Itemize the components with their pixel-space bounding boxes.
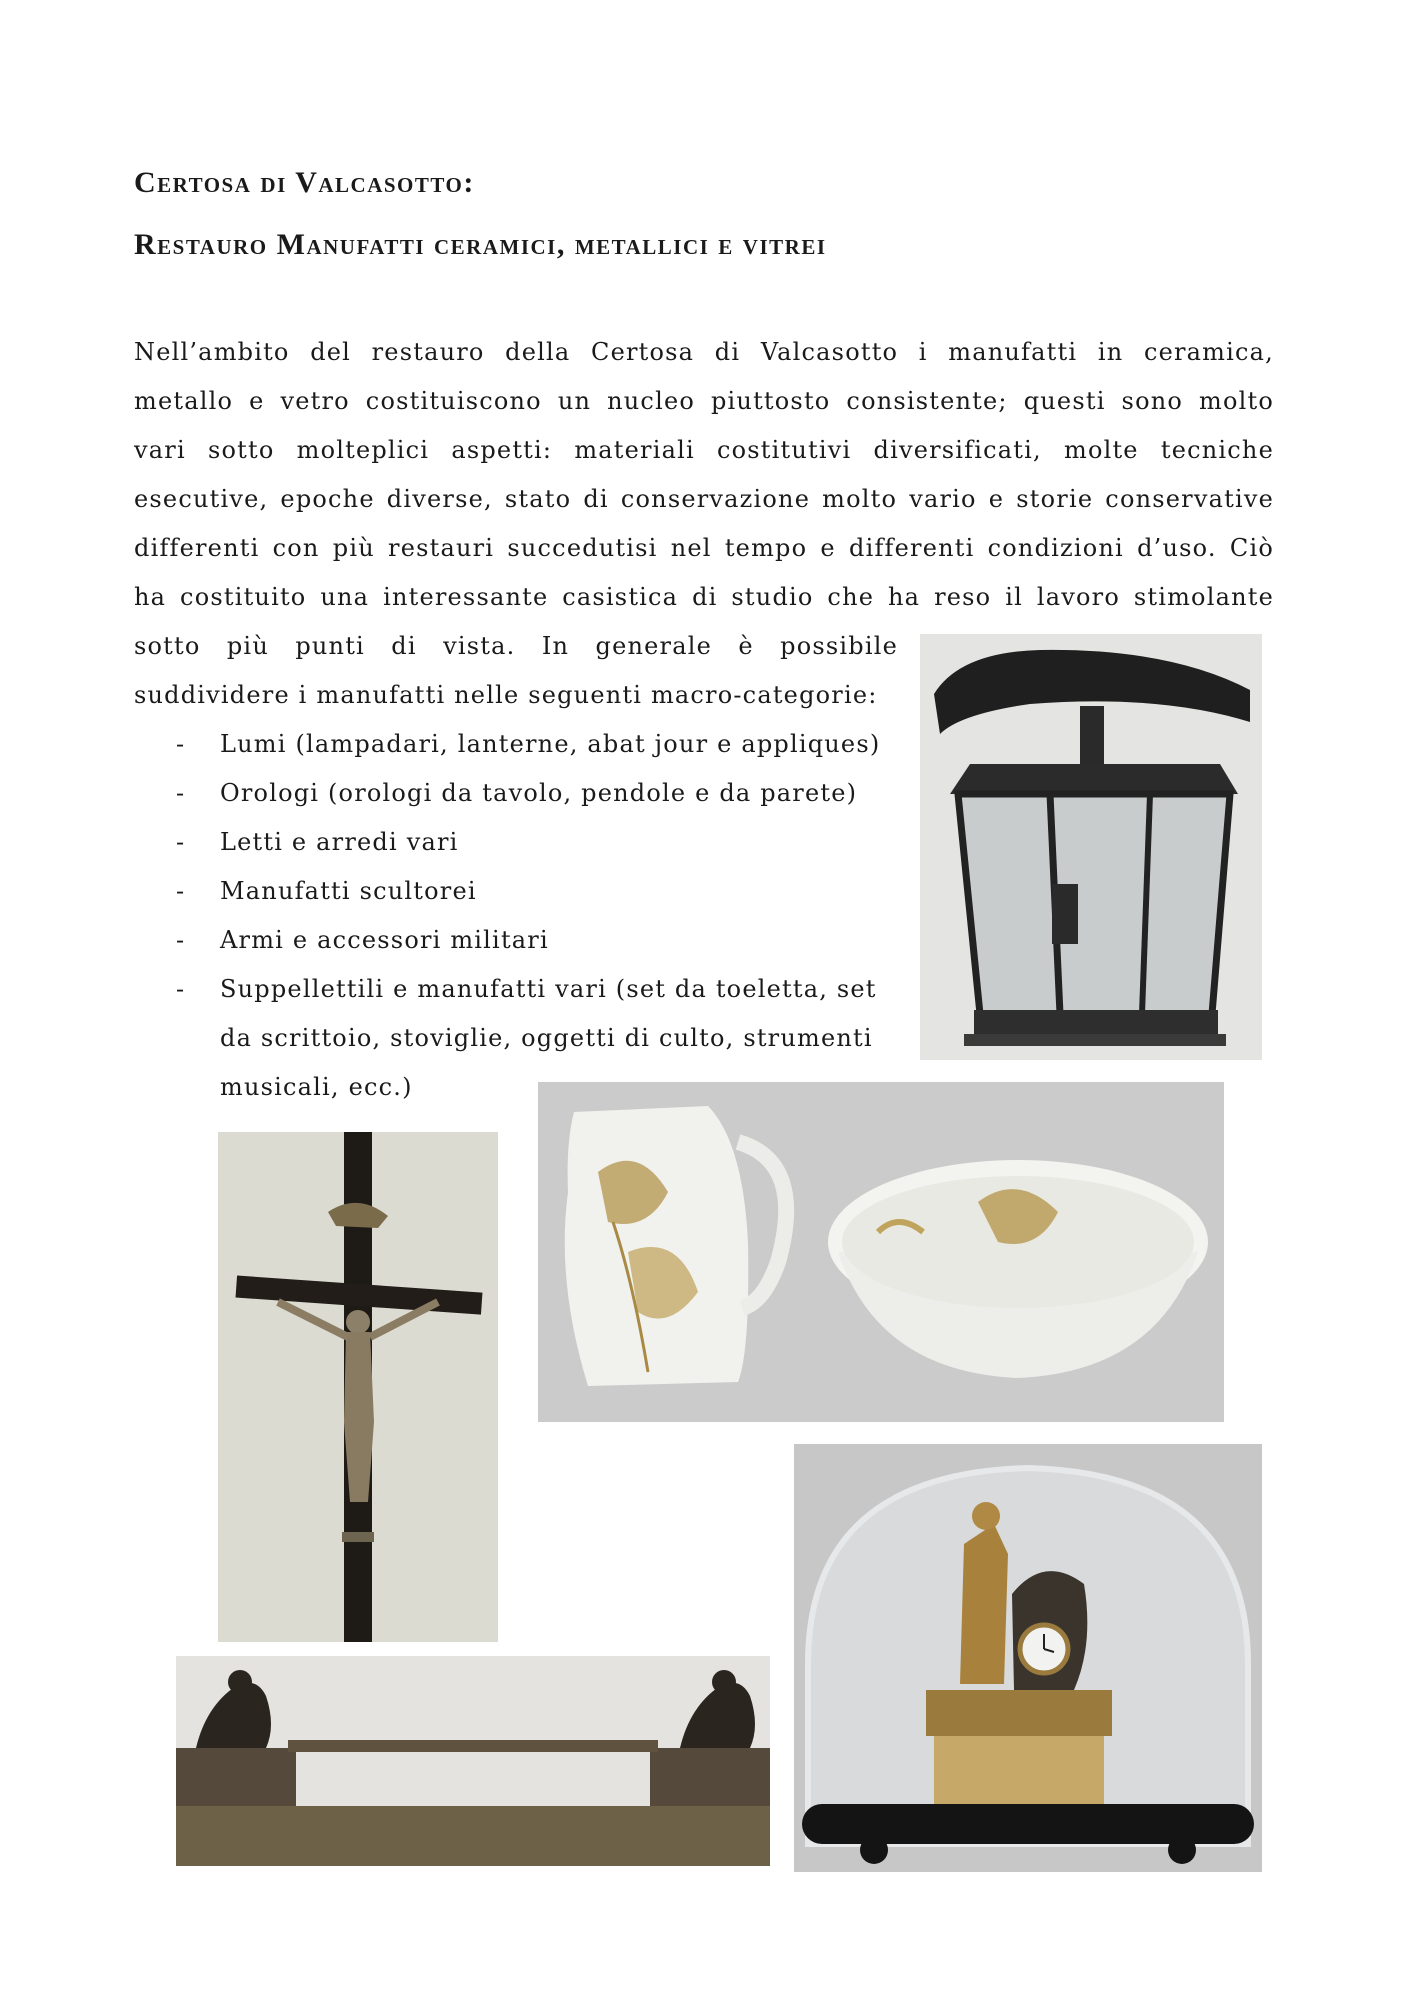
body-line: esecutive, epoche diverse, stato di conservazione molto vario e storie conservative bbox=[134, 485, 1274, 513]
list-item: - Suppellettili e manufatti vari (set da toeletta, set bbox=[176, 965, 880, 1014]
bullet-dash: - bbox=[176, 828, 186, 856]
body-line: vari sotto molteplici aspetti: materiali costitutivi diversificati, molte tecniche bbox=[134, 436, 1274, 464]
list-item-continuation: da scrittoio, stoviglie, oggetti di culto, strumenti bbox=[220, 1024, 873, 1052]
bullet-dash: - bbox=[176, 779, 186, 807]
list-item-continuation: musicali, ecc.) bbox=[220, 1073, 413, 1101]
dome-clock-photo bbox=[794, 1444, 1262, 1872]
fender-photo bbox=[176, 1656, 770, 1866]
lantern-photo bbox=[920, 634, 1262, 1060]
list-item: - Orologi (orologi da tavolo, pendole e da parete) bbox=[176, 769, 880, 818]
crucifix-photo bbox=[218, 1132, 498, 1642]
bullet-dash: - bbox=[176, 926, 186, 954]
title-line-2: Restauro Manufatti ceramici, metallici e vitrei bbox=[134, 228, 827, 261]
list-item: - Letti e arredi vari bbox=[176, 818, 880, 867]
body-line: sotto più punti di vista. In generale è possibile bbox=[134, 632, 898, 660]
jug-and-basin-photo bbox=[538, 1082, 1224, 1422]
list-item: - Lumi (lampadari, lanterne, abat jour e appliques) bbox=[176, 720, 880, 769]
body-line: Nell’ambito del restauro della Certosa di Valcasotto i manufatti in ceramica, bbox=[134, 338, 1274, 366]
list-item: - Armi e accessori militari bbox=[176, 916, 880, 965]
body-line: ha costituito una interessante casistica di studio che ha reso il lavoro stimolante bbox=[134, 583, 1274, 611]
body-line: metallo e vetro costituiscono un nucleo piuttosto consistente; questi sono molto bbox=[134, 387, 1274, 415]
list-item: - Manufatti scultorei bbox=[176, 867, 880, 916]
bullet-dash: - bbox=[176, 877, 186, 905]
bullet-dash: - bbox=[176, 975, 186, 1003]
title-line-1: Certosa di Valcasotto: bbox=[134, 166, 475, 199]
bullet-dash: - bbox=[176, 730, 186, 758]
body-line: differenti con più restauri succedutisi nel tempo e differenti condizioni d’uso. Ciò bbox=[134, 534, 1274, 562]
body-line: suddividere i manufatti nelle seguenti macro-categorie: bbox=[134, 681, 878, 709]
category-list bbox=[176, 720, 880, 1014]
